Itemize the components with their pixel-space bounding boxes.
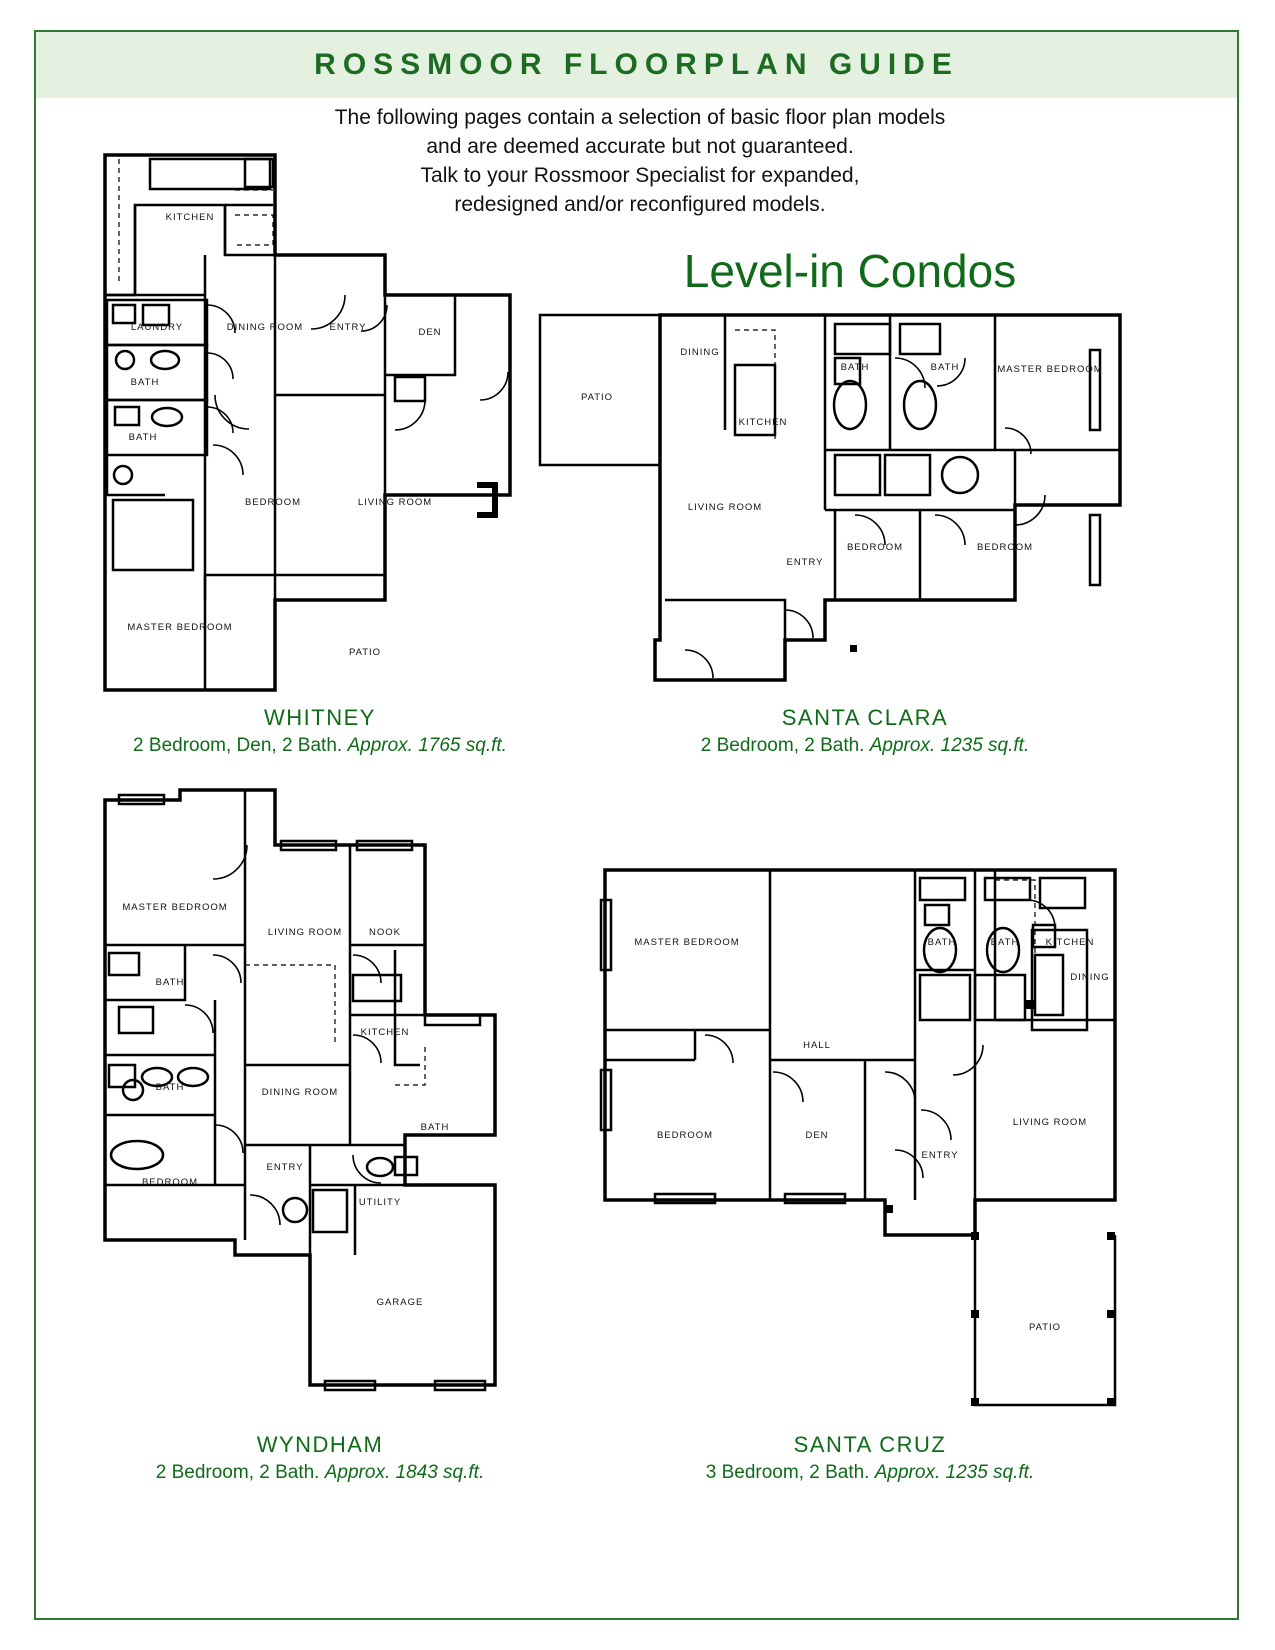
plan-details [620,1462,1120,1484]
room-label: LAUNDRY [130,322,184,333]
room-label: DEN [805,1130,829,1141]
plan-beds: 3 Bedroom, 2 Bath. [705,1462,870,1483]
room-label: BEDROOM [244,497,302,508]
room-label: KITCHEN [165,212,215,223]
room-label: BATH [155,977,185,988]
room-label: BATH [130,377,160,388]
floorplan-whitney [95,145,535,710]
page-title: ROSSMOOR FLOORPLAN GUIDE [314,48,959,81]
room-label: ENTRY [786,557,824,568]
room-label: GARAGE [376,1297,424,1308]
room-label: BATH [420,1122,450,1133]
title-band [36,32,1237,98]
plan-name: WHITNEY [264,705,376,730]
room-label: DEN [418,327,442,338]
plan-name: SANTA CRUZ [793,1432,947,1457]
plan-details [640,735,1090,757]
plan-name: WYNDHAM [256,1432,384,1457]
room-label: BATH [927,937,957,948]
room-label: NOOK [369,927,401,938]
caption-wyndham [70,1432,570,1484]
room-label: PATIO [348,647,382,658]
section-heading: Level-in Condos [683,245,1017,297]
caption-santa-clara [640,705,1090,757]
plan-beds: 2 Bedroom, Den, 2 Bath. [133,735,343,756]
caption-whitney [80,705,560,757]
room-label: LIVING ROOM [1012,1117,1088,1128]
room-label: LIVING ROOM [267,927,343,938]
plan-approx: Approx. 1235 sq.ft. [874,1462,1035,1483]
wyndham-drawing [95,785,515,1415]
room-label: BATH [155,1082,185,1093]
room-label: PATIO [580,392,614,403]
room-label: UTILITY [358,1197,402,1208]
room-label: LIVING ROOM [357,497,433,508]
room-label: BATH [840,362,870,373]
room-label: DINING ROOM [261,1087,339,1098]
room-label: MASTER BEDROOM [634,937,740,948]
plan-name: SANTA CLARA [781,705,949,730]
plan-beds: 2 Bedroom, 2 Bath. [700,735,865,756]
room-label: ENTRY [266,1162,304,1173]
room-label: HALL [803,1040,831,1051]
room-label: LIVING ROOM [687,502,763,513]
intro-line-3: Talk to your Rossmoor Specialist for expanded, [420,164,860,187]
room-label: KITCHEN [360,1027,410,1038]
room-label: BEDROOM [846,542,904,553]
floorplan-santa-clara [535,310,1125,700]
room-label: ENTRY [921,1150,959,1161]
room-label: BEDROOM [141,1177,199,1188]
floorplan-wyndham [95,785,515,1415]
plan-details [70,1462,570,1484]
plan-approx: Approx. 1765 sq.ft. [347,735,507,756]
floorplan-santa-cruz [595,860,1125,1420]
room-label: DINING ROOM [226,322,304,333]
intro-line-4: redesigned and/or reconfigured models. [454,193,826,216]
plan-details [80,735,560,757]
room-label: BEDROOM [656,1130,714,1141]
room-label: BATH [930,362,960,373]
santa-clara-drawing [535,310,1125,700]
whitney-drawing [95,145,535,710]
room-label: MASTER BEDROOM [127,622,233,633]
room-label: MASTER BEDROOM [122,902,228,913]
intro-line-2: and are deemed accurate but not guaranteed. [426,135,854,158]
plan-beds: 2 Bedroom, 2 Bath. [155,1462,320,1483]
room-label: KITCHEN [1045,937,1095,948]
room-label: BATH [128,432,158,443]
room-label: BATH [990,937,1020,948]
santa-cruz-drawing [595,860,1125,1420]
room-label: MASTER BEDROOM [997,364,1103,375]
room-label: BEDROOM [976,542,1034,553]
plan-approx: Approx. 1843 sq.ft. [324,1462,485,1483]
room-label: DINING [680,347,720,358]
room-label: PATIO [1028,1322,1062,1333]
room-label: ENTRY [329,322,367,333]
room-label: KITCHEN [738,417,788,428]
room-label: DINING [1070,972,1110,983]
plan-approx: Approx. 1235 sq.ft. [869,735,1030,756]
intro-line-1: The following pages contain a selection of basic floor plan models [334,106,946,129]
caption-santa-cruz [620,1432,1120,1484]
